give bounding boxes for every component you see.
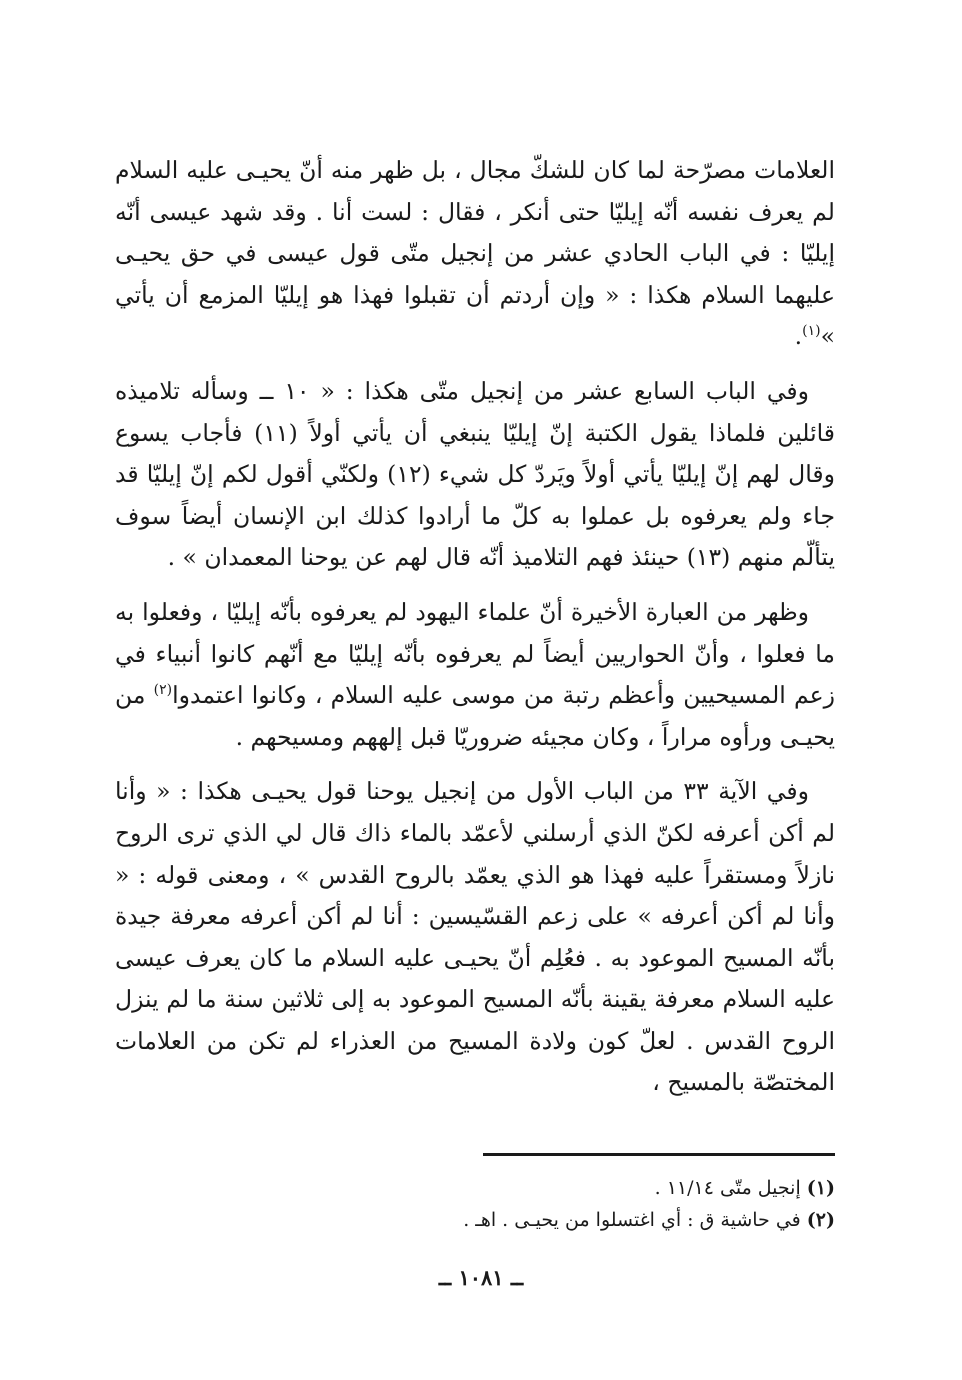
page-number: ــ ١٠٨١ ــ: [438, 1265, 524, 1290]
footnote-2-text: في حاشية ق : أي اغتسلوا من يحيـى . اهـ .: [463, 1209, 807, 1231]
paragraph-2: وفي الباب السابع عشر من إنجيل متّى هكذا : « ١٠ ــ وسأله تلاميذه قائلين فلماذا يقول الكتبة إنّ إيليّا ينبغي أن يأتي أولاً (١١) فأجاب يسوع وقال لهم إنّ إيليّا يأتي أولاً ويَردّ كل شيء (١٢) ولكنّي أقول لكم إنّ إيليّا قد جاء ولم يعرفوه بل عملوا به كلّ ما أرادوا كذلك ابن الإنسان أيضاً سوف يتألّم منهم (١٣) حينئذ فهم التلاميذ أنّه قال لهم عن يوحنا المعمدان » .: [115, 376, 836, 572]
footnote-2-number: (٢): [806, 1209, 835, 1231]
main-text: [115, 150, 835, 1117]
footnote-1: [335, 1172, 835, 1204]
paragraph-1-line-4: هكذا : « وإن أردتم أن تقبلوا فهذا هو إيليّا المزمع أن يأتي »: [115, 280, 835, 351]
footnotes: [335, 1172, 835, 1236]
footnote-1-text: إنجيل متّى ١١/١٤ .: [654, 1177, 807, 1199]
footnote-marker-1: (١): [802, 323, 821, 340]
paragraph-3: [115, 592, 835, 758]
footnote-1-number: (١): [806, 1177, 835, 1199]
paragraph-1-line-3: في الباب الحادي عشر من إنجيل متّى قول عيسى في حق يحيـى عليهما السلام: [115, 239, 835, 309]
paragraph-1: [115, 150, 835, 358]
footnote-marker-2: (٢): [153, 682, 173, 699]
paragraph-4: وفي الآية ٣٣ من الباب الأول من إنجيل يوحنا قول يحيـى هكذا : « وأنا لم أكن أعرفه لكنّ الذي أرسلني لأعمّد بالماء ذاك قال لي الذي ترى الروح نازلاً ومستقراً عليه فهذا هو الذي يعمّد بالروح القدس » ، ومعنى قوله : « وأنا لم أكن أعرفه » على زعم القسّيسين : أنا لم أكن أعرفه معرفة جيدة بأنّه المسيح الموعود به . فعُلِم أنّ يحيـى عليه السلام ما كان يعرف عيسى عليه السلام معرفة يقينة بأنّه المسيح الموعود به إلى ثلاثين سنة ما لم ينزل الروح القدس . لعلّ كون ولادة المسيح من العذراء لم تكن من العلامات المختصّة بالمسيح ،: [115, 777, 835, 1097]
paragraph-1-line-2: يعرف نفسه أنّه إيليّا حتى أنكر ، فقال : لست أنا . وقد شهد عيسى أنّه إيليّا :: [115, 197, 835, 268]
paragraph-1-end: .: [794, 322, 803, 351]
paragraph-3-end: من يحيـى ورأوه مراراً ، وكان مجيئه ضروريّا قبل إلههم ومسيحهم .: [115, 681, 835, 751]
footnote-2: [335, 1204, 835, 1236]
paragraph-3-start: وظهر من العبارة الأخيرة أنّ علماء اليهود لم يعرفوه بأنّه إيليّا ، وفعلوا به ما فعلوا ، وأنّ الحواريين أيضاً لم يعرفوه بأنّه إيليّا مع أنّهم كانوا أنبياء في زعم المسيحيين وأعظم رتبة من موسى عليه السلام ، وكانوا اعتمدوا: [115, 597, 835, 710]
footnote-divider: [483, 1153, 835, 1156]
paragraph-1-line-1: العلامات مصرّحة لما كان للشكّ مجال ، بل ظهر منه أنّ يحيـى عليه السلام لم: [115, 156, 835, 226]
